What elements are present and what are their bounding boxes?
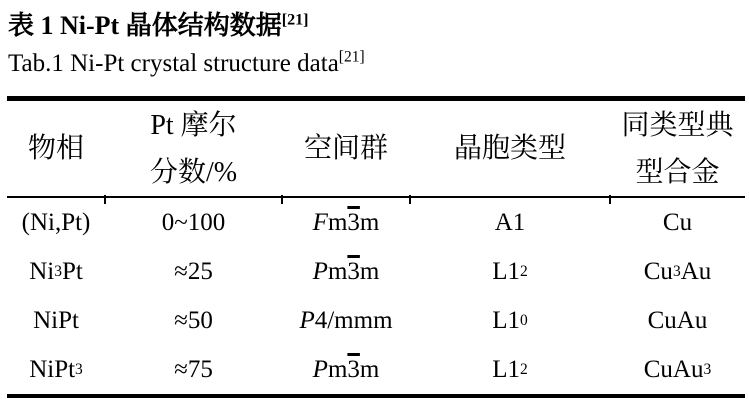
column-header-line: 物相 — [27, 133, 84, 164]
cell-space-group: P m 3 m — [312, 257, 380, 285]
cell-space-group: F m 3 m — [312, 208, 380, 236]
cell-pt-mole-fraction: ≈75 — [174, 355, 213, 383]
column-header-line: Pt 摩尔 — [150, 109, 237, 141]
table-header-row — [7, 101, 745, 198]
cell-phase: (Ni,Pt) — [21, 208, 91, 236]
column-separator-tick — [409, 195, 411, 204]
cell-pt-mole-fraction: ≈25 — [174, 257, 213, 285]
column-separator-tick — [104, 195, 106, 204]
english-title-reference-superscript: [21] — [338, 48, 365, 66]
chinese-title-reference-superscript: [21] — [281, 11, 309, 29]
cell-typical-alloy: CuAu — [647, 306, 708, 334]
cell-pt-mole-fraction: 0~100 — [161, 208, 226, 236]
column-header-typical-alloy — [610, 101, 745, 196]
column-header-line: 同类型典 — [621, 109, 734, 141]
crystal-structure-table — [7, 96, 745, 398]
column-header-line: 型合金 — [635, 156, 720, 188]
column-header-cell-type — [410, 101, 610, 196]
column-separator-tick — [281, 195, 283, 204]
table-row — [7, 198, 745, 247]
cell-typical-alloy: Cu — [662, 208, 693, 236]
cell-space-group: P 4/mmm — [299, 306, 393, 334]
cell-cell-type: L1 2 — [492, 257, 528, 285]
column-separator-tick — [609, 195, 611, 204]
table-title-chinese — [8, 5, 309, 42]
cell-phase: NiPt — [33, 306, 79, 334]
column-header-phase — [7, 101, 105, 196]
cell-pt-mole-fraction: ≈50 — [174, 306, 213, 334]
cell-space-group: P m 3 m — [312, 355, 380, 383]
cell-cell-type: L1 0 — [492, 306, 528, 334]
table-title-english — [8, 50, 365, 78]
column-header-line: 空间群 — [303, 133, 388, 164]
cell-phase: NiPt 3 — [29, 355, 83, 383]
cell-typical-alloy: CuAu 3 — [643, 355, 712, 383]
table-title-english-text: Tab.1 Ni-Pt crystal structure data — [8, 50, 339, 77]
column-header-pt-mole-fraction — [105, 101, 282, 196]
cell-phase: Ni 3 Pt — [29, 257, 83, 285]
cell-typical-alloy: Cu 3 Au — [643, 257, 712, 285]
cell-cell-type: A1 — [494, 208, 526, 236]
table-row — [7, 345, 745, 394]
table-row — [7, 247, 745, 296]
cell-cell-type: L1 2 — [492, 355, 528, 383]
table-title-chinese-text: 表 1 Ni-Pt 晶体结构数据 — [8, 11, 282, 40]
column-header-space-group — [282, 101, 410, 196]
table-row — [7, 296, 745, 345]
column-header-line: 分数/% — [149, 156, 238, 188]
column-header-line: 晶胞类型 — [453, 133, 566, 164]
